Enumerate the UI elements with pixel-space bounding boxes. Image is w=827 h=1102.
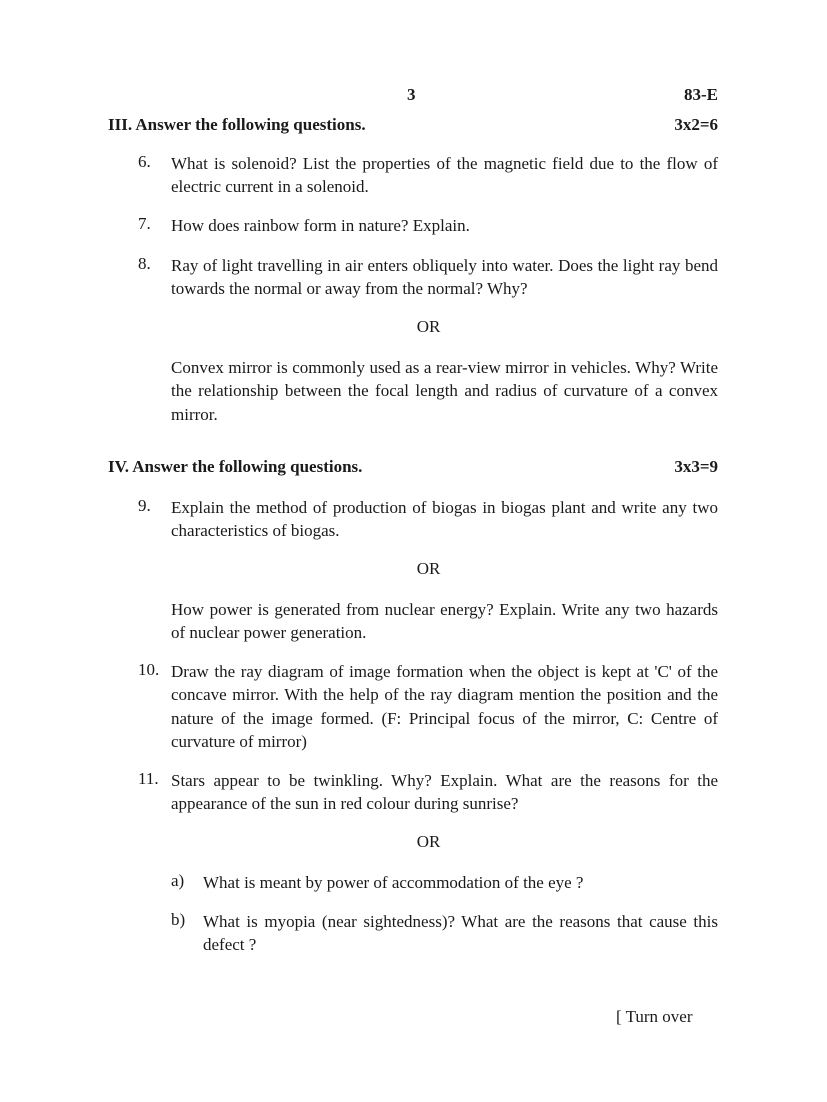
section-iii-heading [108, 115, 718, 135]
question-9 [138, 496, 718, 543]
question-11-b [171, 910, 718, 957]
question-number: 9. [138, 496, 151, 515]
paper-code: 83-E [684, 85, 718, 104]
question-text: Ray of light travelling in air enters obliquely into water. Does the light ray bend towards the normal or away from the normal? Why? [171, 256, 718, 299]
subquestion-text: What is myopia (near sightedness)? What are the reasons that cause this defect ? [203, 912, 718, 955]
question-8 [138, 254, 718, 301]
question-number: 8. [138, 254, 151, 273]
question-9-alternative: How power is generated from nuclear energy? Explain. Write any two hazards of nuclear power generation. [171, 600, 718, 643]
question-11-a [171, 871, 718, 894]
question-text: Draw the ray diagram of image formation when the object is kept at 'C' of the concave mirror. With the help of the ray diagram mention the position and the nature of the image formed. (F: Principal focus of the mirror, C: Centre of curvature of mirror) [171, 662, 718, 751]
question-text: Stars appear to be twinkling. Why? Explain. What are the reasons for the appearance of the sun in red colour during sunrise? [171, 771, 718, 814]
page-number: 3 [407, 85, 416, 104]
or-divider: OR [416, 317, 441, 336]
section-iv-heading [108, 457, 718, 477]
subquestion-label: b) [171, 910, 186, 929]
question-number: 6. [138, 152, 151, 171]
section-marks: 3x2=6 [674, 115, 718, 134]
or-divider: OR [416, 559, 441, 578]
question-text: How does rainbow form in nature? Explain. [171, 216, 470, 235]
question-6 [138, 152, 718, 199]
question-8-alternative: Convex mirror is commonly used as a rear-view mirror in vehicles. Why? Write the relationship between the focal length and radius of curvature of a convex mirror. [171, 358, 718, 424]
subquestion-text: What is meant by power of accommodation of the eye ? [203, 873, 584, 892]
section-title: III. Answer the following questions. [108, 115, 366, 134]
turn-over-note: [ Turn over [616, 1007, 693, 1026]
question-10 [138, 660, 718, 753]
question-number: 11. [138, 769, 159, 788]
or-divider: OR [416, 832, 441, 851]
question-number: 7. [138, 214, 151, 233]
subquestion-label: a) [171, 871, 185, 890]
question-text: Explain the method of production of biogas in biogas plant and write any two characteristics of biogas. [171, 498, 718, 541]
section-title: IV. Answer the following questions. [108, 457, 363, 476]
question-text: What is solenoid? List the properties of the magnetic field due to the flow of electric current in a solenoid. [171, 154, 718, 197]
question-7 [138, 214, 718, 237]
question-number: 10. [138, 660, 160, 679]
question-11 [138, 769, 718, 816]
section-marks: 3x3=9 [674, 457, 718, 476]
